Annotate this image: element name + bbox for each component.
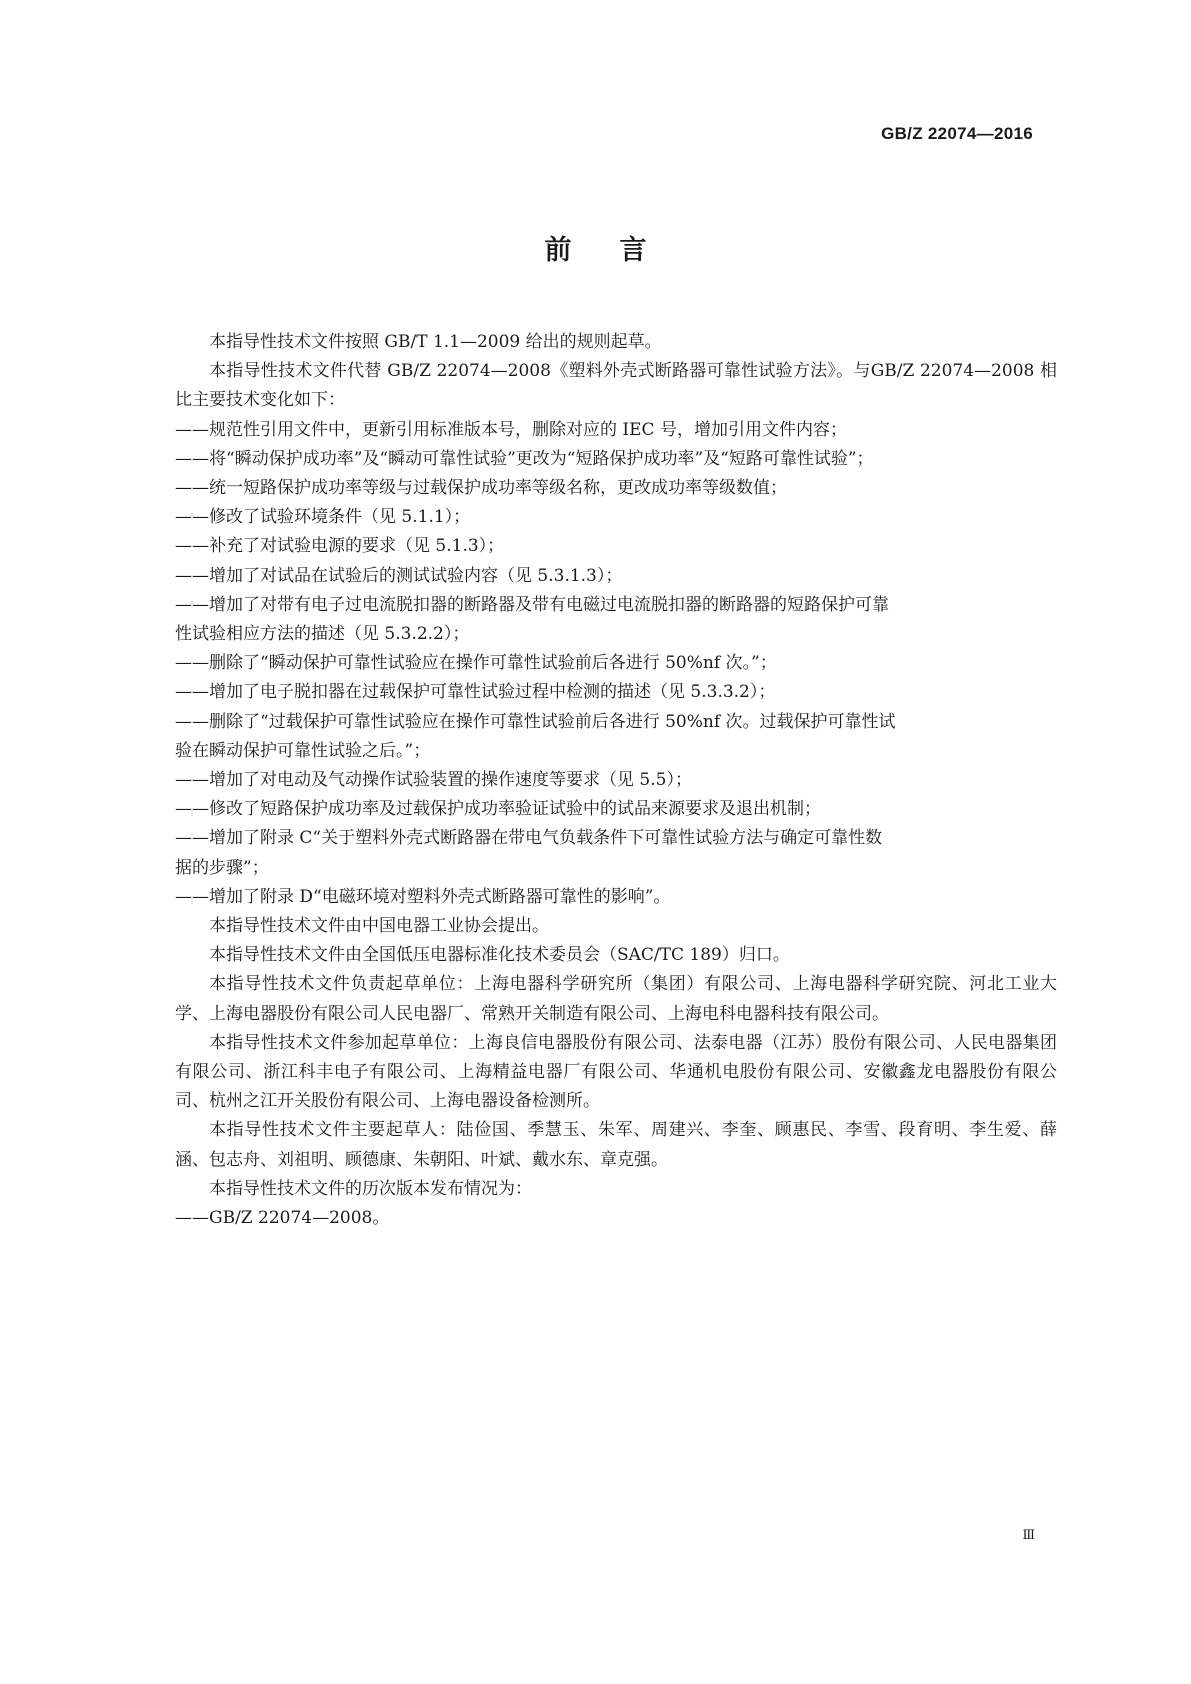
- change-item: ——统一短路保护成功率等级与过载保护成功率等级名称，更改成功率等级数值；: [175, 478, 787, 499]
- change-item: ——增加了附录 D“电磁环境对塑料外壳式断路器可靠性的影响”。: [175, 886, 671, 907]
- paragraph-proposer: 本指导性技术文件由中国电器工业协会提出。: [209, 916, 549, 937]
- paragraph-drafting-units: 本指导性技术文件负责起草单位：上海电器科学研究所（集团）有限公司、上海电器科学研究院、河北工业大学、上海电器股份有限公司人民电器厂、常熟开关制造有限公司、上海电科电器科技有限公司。: [175, 974, 1057, 1024]
- history-item: ——GB/Z 22074—2008。: [175, 1208, 390, 1229]
- page-number: Ⅲ: [1022, 1528, 1035, 1543]
- change-item: ——增加了附录 C“关于塑料外壳式断路器在带电气负载条件下可靠性试验方法与确定可靠性数: [175, 828, 883, 849]
- change-item-continuation: 验在瞬动保护可靠性试验之后。”；: [175, 740, 431, 761]
- paragraph-participating-units: 本指导性技术文件参加起草单位：上海良信电器股份有限公司、法泰电器（江苏）股份有限公司、人民电器集团有限公司、浙江科丰电子有限公司、上海精益电器厂有限公司、华通机电股份有限公司、安徽鑫龙电器股份有限公司、杭州之江开关股份有限公司、上海电器设备检测所。: [175, 1032, 1057, 1112]
- foreword-body: [175, 328, 1057, 1233]
- change-item: ——增加了对电动及气动操作试验装置的操作速度等要求（见 5.5）；: [175, 770, 692, 791]
- change-item-continuation: 性试验相应方法的描述（见 5.3.2.2）；: [175, 624, 470, 645]
- change-item: ——删除了“瞬动保护可靠性试验应在操作可靠性试验前后各进行 50%nf 次。”；: [175, 653, 777, 674]
- change-item: ——增加了对试品在试验后的测试试验内容（见 5.3.1.3）；: [175, 565, 623, 586]
- change-item: ——规范性引用文件中，更新引用标准版本号，删除对应的 IEC 号，增加引用文件内容；: [175, 419, 847, 440]
- page-title: 前言: [544, 235, 695, 266]
- change-item: ——增加了电子脱扣器在过载保护可靠性试验过程中检测的描述（见 5.3.3.2）；: [175, 682, 776, 703]
- change-item-continuation: 据的步骤”；: [175, 857, 269, 878]
- change-item: ——修改了试验环境条件（见 5.1.1）；: [175, 507, 471, 528]
- paragraph-drafters: 本指导性技术文件主要起草人：陆俭国、季慧玉、朱军、周建兴、李奎、顾惠民、李雪、段育明、李生爱、薛涵、包志舟、刘祖明、顾德康、朱朝阳、叶斌、戴水东、章克强。: [175, 1120, 1057, 1170]
- paragraph-drafting-rules: 本指导性技术文件按照 GB/T 1.1—2009 给出的规则起草。: [209, 332, 662, 352]
- document-code: GB/Z 22074—2016: [881, 124, 1033, 143]
- change-item: ——增加了对带有电子过电流脱扣器的断路器及带有电磁过电流脱扣器的断路器的短路保护可靠: [175, 594, 889, 615]
- paragraph-replacement: 本指导性技术文件代替 GB/Z 22074—2008《塑料外壳式断路器可靠性试验方法》。与GB/Z 22074—2008 相比主要技术变化如下：: [175, 361, 1057, 411]
- change-item: ——删除了“过载保护可靠性试验应在操作可靠性试验前后各进行 50%nf 次。过载保护可靠性试: [175, 711, 896, 732]
- change-item: ——补充了对试验电源的要求（见 5.1.3）；: [175, 536, 505, 557]
- change-item: ——修改了短路保护成功率及过载保护成功率验证试验中的试品来源要求及退出机制；: [175, 799, 821, 820]
- paragraph-administrator: 本指导性技术文件由全国低压电器标准化技术委员会（SAC/TC 189）归口。: [209, 945, 790, 966]
- change-item: ——将“瞬动保护成功率”及“瞬动可靠性试验”更改为“短路保护成功率”及“短路可靠性试验”；: [175, 448, 874, 469]
- paragraph-history: 本指导性技术文件的历次版本发布情况为：: [209, 1178, 532, 1199]
